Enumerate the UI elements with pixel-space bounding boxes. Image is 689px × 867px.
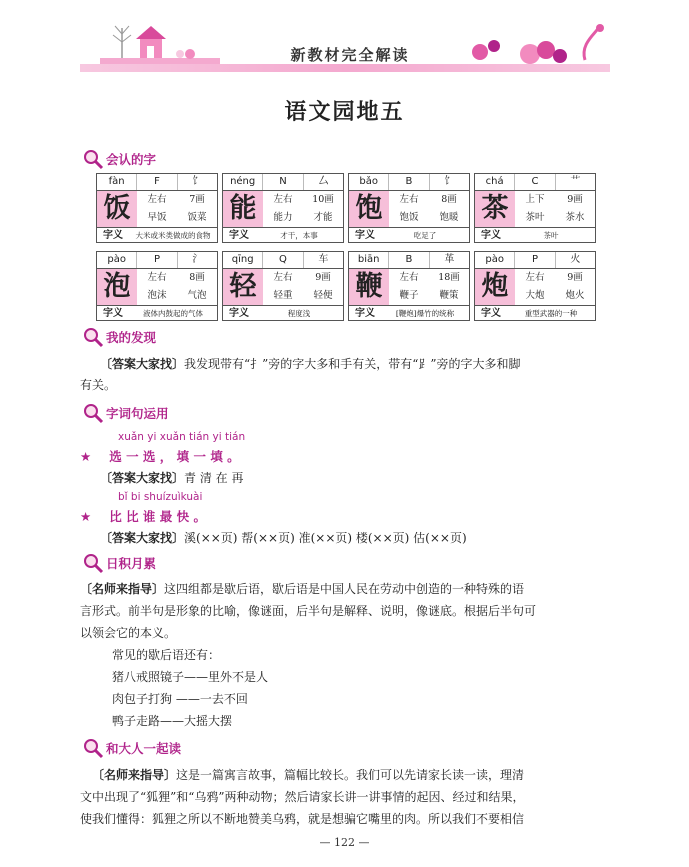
meaning: 重型武器的一种	[524, 309, 578, 318]
index-letter: N	[263, 174, 303, 190]
read-line-2: 文中出现了“狐狸”和“乌鸦”两种动物；然后请家长讲一讲事情的起因、经过和结果，	[80, 790, 525, 804]
index-letter: B	[389, 252, 429, 268]
char-card	[348, 251, 470, 321]
q1-answer	[100, 468, 243, 488]
structure: 左右	[399, 194, 419, 205]
stroke-count: 9画	[315, 272, 331, 283]
word-2: 炮火	[565, 290, 585, 301]
stroke-count: 10画	[312, 194, 334, 205]
radical: 厶	[318, 176, 329, 187]
q1-pinyin: xuǎn yi xuǎn tián yi tián	[118, 431, 246, 443]
char-card	[474, 251, 596, 321]
char-meaning-row	[349, 228, 469, 244]
word-2: 饭菜	[187, 212, 207, 223]
stroke-count: 8画	[441, 194, 457, 205]
daily-line-5: 猪八戒照镜子——里外不是人	[112, 670, 269, 684]
character: 饱	[349, 191, 389, 227]
index-letter: B	[389, 174, 429, 190]
char-meaning-row	[97, 306, 217, 322]
char-info	[137, 269, 217, 305]
char-body	[223, 191, 343, 228]
character: 鞭	[349, 269, 389, 305]
word-2: 才能	[313, 212, 333, 223]
char-meaning-row	[475, 306, 595, 322]
char-info	[389, 191, 469, 227]
character: 轻	[223, 269, 263, 305]
char-header	[349, 252, 469, 269]
magnifier-icon	[82, 402, 104, 424]
daily-line-4: 常见的歇后语还有：	[112, 648, 221, 662]
discover-line-2: 有关。	[80, 378, 117, 392]
daily-line-6: 肉包子打狗 ——一去不回	[112, 692, 248, 706]
index-letter: Q	[263, 252, 303, 268]
char-row	[96, 251, 596, 321]
structure: 左右	[273, 272, 293, 283]
char-body	[349, 191, 469, 228]
magnifier-icon	[82, 326, 104, 348]
section-label: 日积月累	[106, 556, 157, 571]
radical: 艹	[570, 176, 581, 187]
char-header	[223, 252, 343, 269]
radical: 饣	[444, 176, 455, 187]
meaning-key: 字义	[103, 308, 123, 319]
char-header	[223, 174, 343, 191]
char-card	[474, 173, 596, 243]
section-label: 字词句运用	[106, 406, 169, 421]
star-icon: ★	[80, 449, 92, 464]
pinyin: biān	[349, 252, 389, 268]
char-meaning-row	[475, 228, 595, 244]
radical: 氵	[192, 254, 203, 265]
star-icon: ★	[80, 509, 92, 524]
char-card	[96, 173, 218, 243]
section-label: 我的发现	[106, 330, 157, 345]
stroke-count: 18画	[438, 272, 460, 283]
stroke-count: 7画	[189, 194, 205, 205]
char-card	[222, 251, 344, 321]
structure: 左右	[399, 272, 419, 283]
char-body	[223, 269, 343, 306]
header-band	[80, 64, 610, 72]
char-card	[348, 173, 470, 243]
answer-label: 〔答案大家找〕	[100, 357, 185, 371]
character: 能	[223, 191, 263, 227]
pinyin: chá	[475, 174, 515, 190]
char-meaning-row	[223, 228, 343, 244]
char-info	[137, 191, 217, 227]
q2-answer	[100, 528, 467, 548]
word-1: 大炮	[525, 290, 545, 301]
q1-answer-text: 青 清 在 再	[184, 471, 244, 485]
magnifier-icon	[82, 737, 104, 759]
radical: 车	[318, 254, 329, 265]
word-1: 轻重	[273, 290, 293, 301]
char-header	[97, 252, 217, 269]
char-info	[263, 269, 343, 305]
page-header	[80, 10, 610, 80]
meaning-key: 字义	[103, 230, 123, 241]
meaning: 程度浅	[287, 309, 311, 318]
q2-text: 比 比 谁 最 快 。	[109, 509, 206, 524]
character: 泡	[97, 269, 137, 305]
daily-line-7: 鸭子走路——大摇大摆	[112, 714, 233, 728]
char-header	[97, 174, 217, 191]
daily-line-1	[80, 579, 524, 599]
char-body	[97, 269, 217, 306]
section-label: 会认的字	[106, 152, 157, 167]
stroke-count: 9画	[567, 194, 583, 205]
word-1: 早饭	[147, 212, 167, 223]
meaning: [鞭炮]爆竹的统称	[395, 309, 455, 318]
magnifier-icon	[82, 148, 104, 170]
word-2: 气泡	[187, 290, 207, 301]
guide-label: 〔名师来指导〕	[92, 768, 177, 782]
char-info	[515, 191, 595, 227]
char-body	[97, 191, 217, 228]
header-title: 新教材完全解读	[290, 46, 410, 64]
q1-heading	[80, 447, 240, 465]
section-heading-discover	[82, 326, 156, 348]
word-2: 饱暖	[439, 212, 459, 223]
word-1: 泡沫	[147, 290, 167, 301]
char-header	[475, 252, 595, 269]
meaning: 茶叶	[543, 231, 559, 240]
meaning-key: 字义	[355, 230, 375, 241]
section-heading-words	[82, 402, 169, 424]
structure: 左右	[147, 194, 167, 205]
char-info	[389, 269, 469, 305]
pinyin: pào	[475, 252, 515, 268]
section-heading-daily	[82, 552, 156, 574]
pinyin: pào	[97, 252, 137, 268]
word-1: 能力	[273, 212, 293, 223]
character-grid	[96, 173, 596, 321]
char-info	[263, 191, 343, 227]
read-text: 这是一篇寓言故事，篇幅比较长。我们可以先请家长读一读，理清	[176, 768, 525, 782]
discover-text: 我发现带有“扌”旁的字大多和手有关，带有“⻊”旁的字大多和脚	[184, 357, 521, 371]
structure: 左右	[147, 272, 167, 283]
character: 茶	[475, 191, 515, 227]
index-letter: F	[137, 174, 177, 190]
char-card	[96, 251, 218, 321]
daily-text: 这四组都是歇后语，歇后语是中国人民在劳动中创造的一种特殊的语	[164, 582, 525, 596]
meaning-key: 字义	[355, 308, 375, 319]
word-2: 轻便	[313, 290, 333, 301]
stroke-count: 9画	[567, 272, 583, 283]
section-heading-recognize	[82, 148, 156, 170]
char-body	[475, 269, 595, 306]
meaning-key: 字义	[229, 230, 249, 241]
char-row	[96, 173, 596, 243]
word-2: 鞭策	[439, 290, 459, 301]
radical: 革	[444, 254, 455, 265]
char-body	[475, 191, 595, 228]
stroke-count: 8画	[189, 272, 205, 283]
pinyin: néng	[223, 174, 263, 190]
daily-line-3: 以领会它的本义。	[80, 626, 177, 640]
structure: 左右	[273, 194, 293, 205]
meaning-key: 字义	[229, 308, 249, 319]
section-label: 和大人一起读	[106, 741, 182, 756]
word-1: 饱饭	[399, 212, 419, 223]
char-card	[222, 173, 344, 243]
page-number: — 122 —	[319, 836, 370, 849]
char-info	[515, 269, 595, 305]
word-2: 茶水	[565, 212, 585, 223]
section-heading-read	[82, 737, 181, 759]
char-meaning-row	[223, 306, 343, 322]
meaning: 大米或米类做成的食物	[135, 231, 211, 240]
pinyin: fàn	[97, 174, 137, 190]
meaning-key: 字义	[481, 308, 501, 319]
character: 炮	[475, 269, 515, 305]
q1-text: 选 一 选 ， 填 一 填 。	[109, 449, 240, 464]
pinyin: qīng	[223, 252, 263, 268]
magnifier-icon	[82, 552, 104, 574]
page-title: 语文园地五	[284, 99, 405, 125]
meaning: 液体内鼓起的气体	[143, 309, 203, 318]
char-header	[349, 174, 469, 191]
read-line-1	[92, 765, 524, 785]
character: 饭	[97, 191, 137, 227]
structure: 上下	[525, 194, 545, 205]
word-1: 茶叶	[525, 212, 545, 223]
read-line-3: 使我们懂得：狐狸之所以不断地赞美乌鸦，就是想骗它嘴里的肉。所以我们不要相信	[80, 812, 525, 826]
house-tree-decoration-icon	[100, 20, 220, 70]
q2-heading	[80, 507, 206, 525]
index-letter: C	[515, 174, 555, 190]
index-letter: P	[137, 252, 177, 268]
answer-label: 〔答案大家找〕	[100, 531, 185, 545]
q2-answer-text: 溪(××页) 帮(××页) 准(××页) 楼(××页) 估(××页)	[184, 531, 467, 545]
guide-label: 〔名师来指导〕	[80, 582, 165, 596]
meaning: 吃足了	[413, 231, 437, 240]
discover-line-1	[100, 354, 521, 374]
char-meaning-row	[97, 228, 217, 244]
radical: 饣	[192, 176, 203, 187]
meaning: 才干，本事	[280, 231, 318, 240]
radical: 火	[570, 254, 581, 265]
pinyin: bǎo	[349, 174, 389, 190]
word-1: 鞭子	[399, 290, 419, 301]
answer-label: 〔答案大家找〕	[100, 471, 185, 485]
char-body	[349, 269, 469, 306]
char-header	[475, 174, 595, 191]
daily-line-2: 言形式。前半句是形象的比喻，像谜面，后半句是解释、说明，像谜底。根据后半句可	[80, 604, 537, 618]
char-meaning-row	[349, 306, 469, 322]
index-letter: P	[515, 252, 555, 268]
q2-pinyin: bǐ bi shuízuìkuài	[118, 491, 203, 503]
meaning-key: 字义	[481, 230, 501, 241]
structure: 左右	[525, 272, 545, 283]
